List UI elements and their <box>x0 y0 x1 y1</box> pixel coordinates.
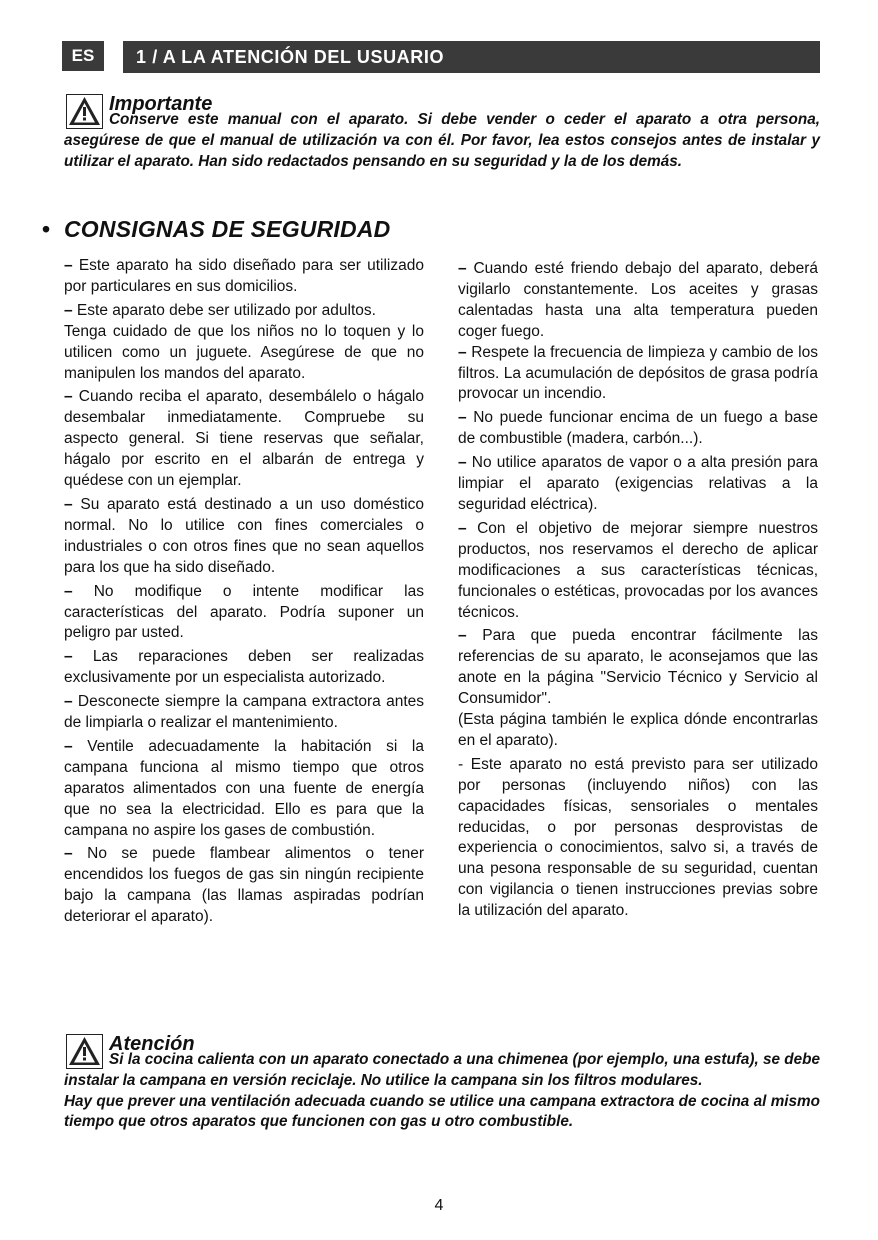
list-item: Tenga cuidado de que los niños no lo toquen y lo utilicen como un juguete. Asegúrese de que no manipulen los mandos del aparato. <box>64 322 424 382</box>
section-title: CONSIGNAS DE SEGURIDAD <box>64 216 391 242</box>
list-item: – Desconecte siempre la campana extractora antes de limpiarla o realizar el mantenimiento. <box>64 693 424 732</box>
list-item: – Para que pueda encontrar fácilmente las referencias de su aparato, le aconsejamos que las anote en la página "Servicio Técnico y Servicio al Consumidor". <box>458 627 818 708</box>
list-item: – Este aparato ha sido diseñado para ser utilizado por particulares en sus domicilios. <box>64 257 424 295</box>
list-item: – No utilice aparatos de vapor o a alta presión para limpiar el aparato (exigencias relativas a la seguridad eléctrica). <box>458 454 818 513</box>
list-item: - Este aparato no está previsto para ser utilizado por personas (incluyendo niños) con las capacidades físicas, sensoriales o mentales reducidas, o por personas desprovistas de experiencia o conocimientos, salvo si, a través de una pesona responsable de su seguridad, cuentan con vigilancia o tienen instrucciones previas sobre la utilización del aparato. <box>458 755 818 920</box>
importante-text: Conserve este manual con el aparato. Si debe vender o ceder el aparato a otra persona, asegúrese de que el manual de utilización va con él. Por favor, lea estos consejos antes de instalar y utilizar el aparato. Han sido redactados pensando en su seguridad y la de los demás. <box>64 111 820 170</box>
list-item: – Cuando esté friendo debajo del aparato, deberá vigilarlo constantemente. Los aceites y grasas calentadas hasta una alta temperatura pueden coger fuego. <box>458 260 818 340</box>
atencion-text-2: Hay que prever una ventilación adecuada cuando se utilice una campana extractora de cocina al mismo tiempo que otros aparatos que funcionen con gas u otro combustible. <box>64 1092 820 1131</box>
list-item: – Este aparato debe ser utilizado por adultos. <box>64 301 376 319</box>
left-column <box>64 256 424 931</box>
list-item: – No puede funcionar encima de un fuego a base de combustible (madera, carbón...). <box>458 409 818 448</box>
warning-icon <box>66 94 103 129</box>
warning-icon <box>66 1034 103 1069</box>
atencion-text-1: Si la cocina calienta con un aparato conectado a una chimenea (por ejemplo, una estufa), se debe instalar la campana en versión reciclaje. No utilice la campana sin los filtros modulares. <box>64 1051 820 1089</box>
bullet-glyph: • <box>42 216 51 242</box>
list-item: – Su aparato está destinado a un uso doméstico normal. No lo utilice con fines comerciales o industriales o con otros fines que no sean aquellos para los que ha sido diseñado. <box>64 495 424 576</box>
right-column <box>458 259 818 925</box>
list-item: – No se puede flambear alimentos o tener encendidos los fuegos de gas sin ningún recipiente bajo la campana (las llamas aspiradas podrían deteriorar el aparato). <box>64 845 424 926</box>
chapter-title: 1 / A LA ATENCIÓN DEL USUARIO <box>123 41 820 73</box>
list-item: – Respete la frecuencia de limpieza y cambio de los filtros. La acumulación de depósitos de grasa podría provocar un incendio. <box>458 343 818 403</box>
importante-title: Importante <box>109 93 213 115</box>
language-badge: ES <box>62 41 104 71</box>
importante-notice <box>64 93 820 172</box>
atencion-title: Atención <box>109 1033 195 1055</box>
atencion-notice <box>64 1033 820 1133</box>
list-item: – Cuando reciba el aparato, desembálelo o hágalo desembalar inmediatamente. Compruebe su aspecto general. Si tiene reservas que señalar, hágalo por escrito en el albarán de entrega y quédese con un ejemplar. <box>64 388 424 490</box>
list-item: – Con el objetivo de mejorar siempre nuestros productos, nos reservamos el derecho de aplicar modificaciones a sus características técnicas, funcionales o estéticas, provocadas por los avances técnicos. <box>458 519 818 621</box>
list-item: (Esta página también le explica dónde encontrarlas en el aparato). <box>458 711 818 749</box>
list-item: – Las reparaciones deben ser realizadas exclusivamente por un especialista autorizado. <box>64 648 424 687</box>
list-item: – Ventile adecuadamente la habitación si la campana funciona al mismo tiempo que otros aparatos alimentados con una fuente de energía que no sea la electricidad. Ello es para que la campana no aspire los gases de combustión. <box>64 737 424 839</box>
page-number: 4 <box>434 1197 444 1214</box>
list-item: – No modifique o intente modificar las características del aparato. Podría suponer un peligro par usted. <box>64 582 424 642</box>
section-heading <box>42 216 390 243</box>
